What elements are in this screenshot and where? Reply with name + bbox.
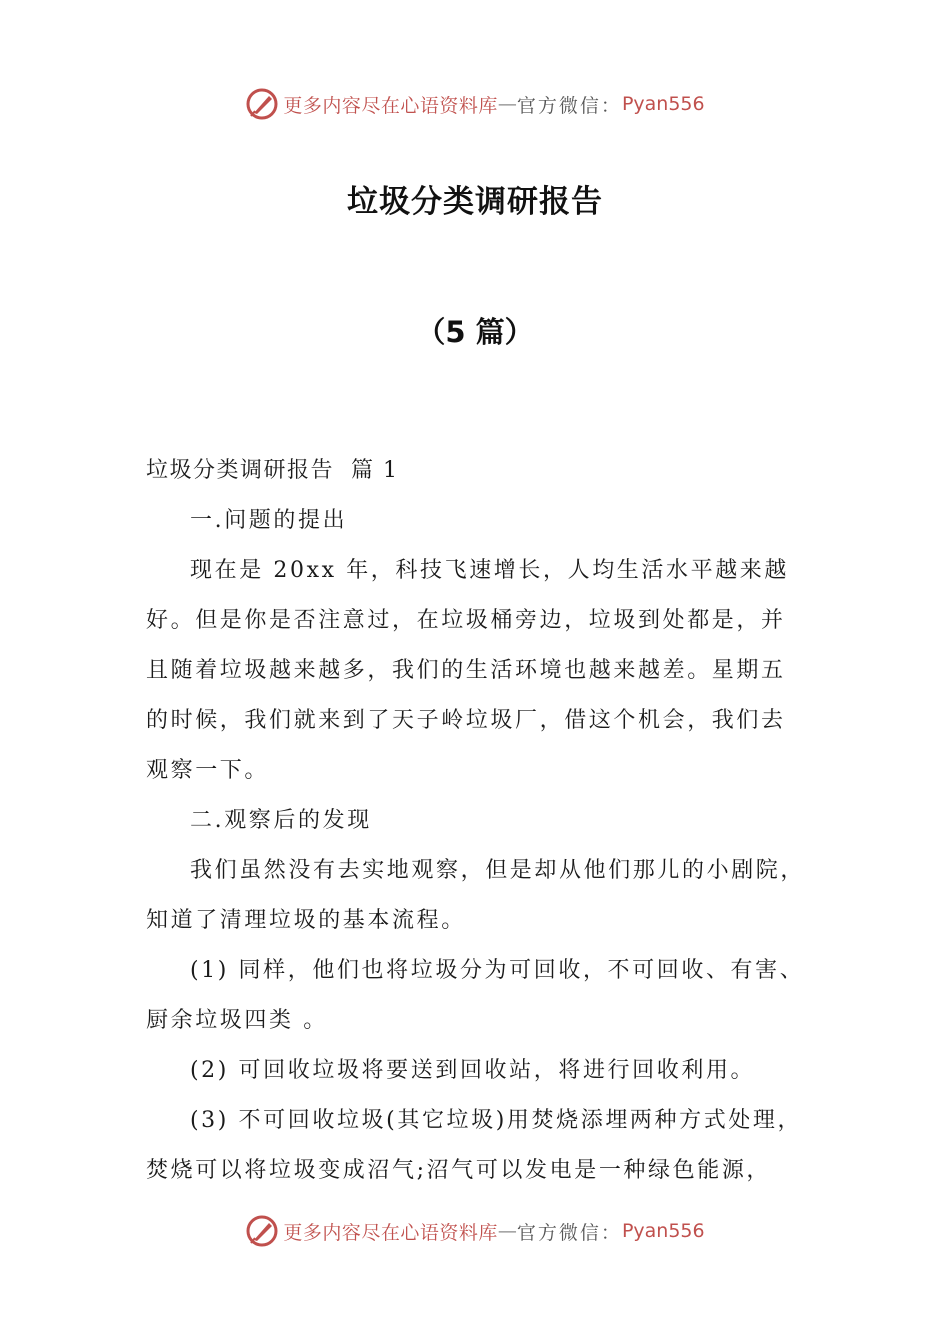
document-title: 垃圾分类调研报告 xyxy=(347,184,603,220)
watermark-promo-text: 更多内容尽在心语资料库 xyxy=(283,1221,498,1244)
header-watermark xyxy=(0,84,950,124)
watermark-promo-text: 更多内容尽在心语资料库 xyxy=(283,94,498,117)
watermark-wechat-label: 官方微信： xyxy=(516,1221,622,1244)
subheading-problem: 一.问题的提出 xyxy=(190,508,348,533)
watermark-separator: — xyxy=(497,93,517,115)
list-item: (2) 可回收垃圾将要送到回收站，将进行回收利用。 xyxy=(190,1058,756,1083)
quill-pen-logo-icon xyxy=(245,87,279,121)
subheading-findings: 二.观察后的发现 xyxy=(190,808,372,833)
document-body xyxy=(146,446,806,1196)
watermark-wechat-id: Pyan556 xyxy=(621,1220,705,1242)
paragraph: 我们虽然没有去实地观察，但是却从他们那儿的小剧院，知道了清理垃圾的基本流程。 xyxy=(146,858,806,933)
document-subtitle: （5 篇） xyxy=(416,315,534,349)
footer-watermark xyxy=(0,1211,950,1251)
list-item: (3) 不可回收垃圾(其它垃圾)用焚烧添埋两种方式处理，焚烧可以将垃圾变成沼气;沼气可以发电是一种绿色能源， xyxy=(146,1108,803,1183)
quill-pen-logo-icon xyxy=(245,1214,279,1248)
watermark-wechat-label: 官方微信： xyxy=(516,94,622,117)
list-item: (1) 同样，他们也将垃圾分为可回收，不可回收、有害、厨余垃圾四类 。 xyxy=(146,958,805,1033)
section-heading: 垃圾分类调研报告 篇 1 xyxy=(146,458,399,483)
paragraph: 现在是 20xx 年，科技飞速增长，人均生活水平越来越好。但是你是否注意过，在垃圾桶旁边，垃圾到处都是，并且随着垃圾越来越多，我们的生活环境也越来越差。星期五的时候，我们就来到了天子岭垃圾厂，借这个机会，我们去观察一下。 xyxy=(146,558,789,783)
watermark-wechat-id: Pyan556 xyxy=(621,93,705,115)
watermark-separator: — xyxy=(497,1220,517,1242)
